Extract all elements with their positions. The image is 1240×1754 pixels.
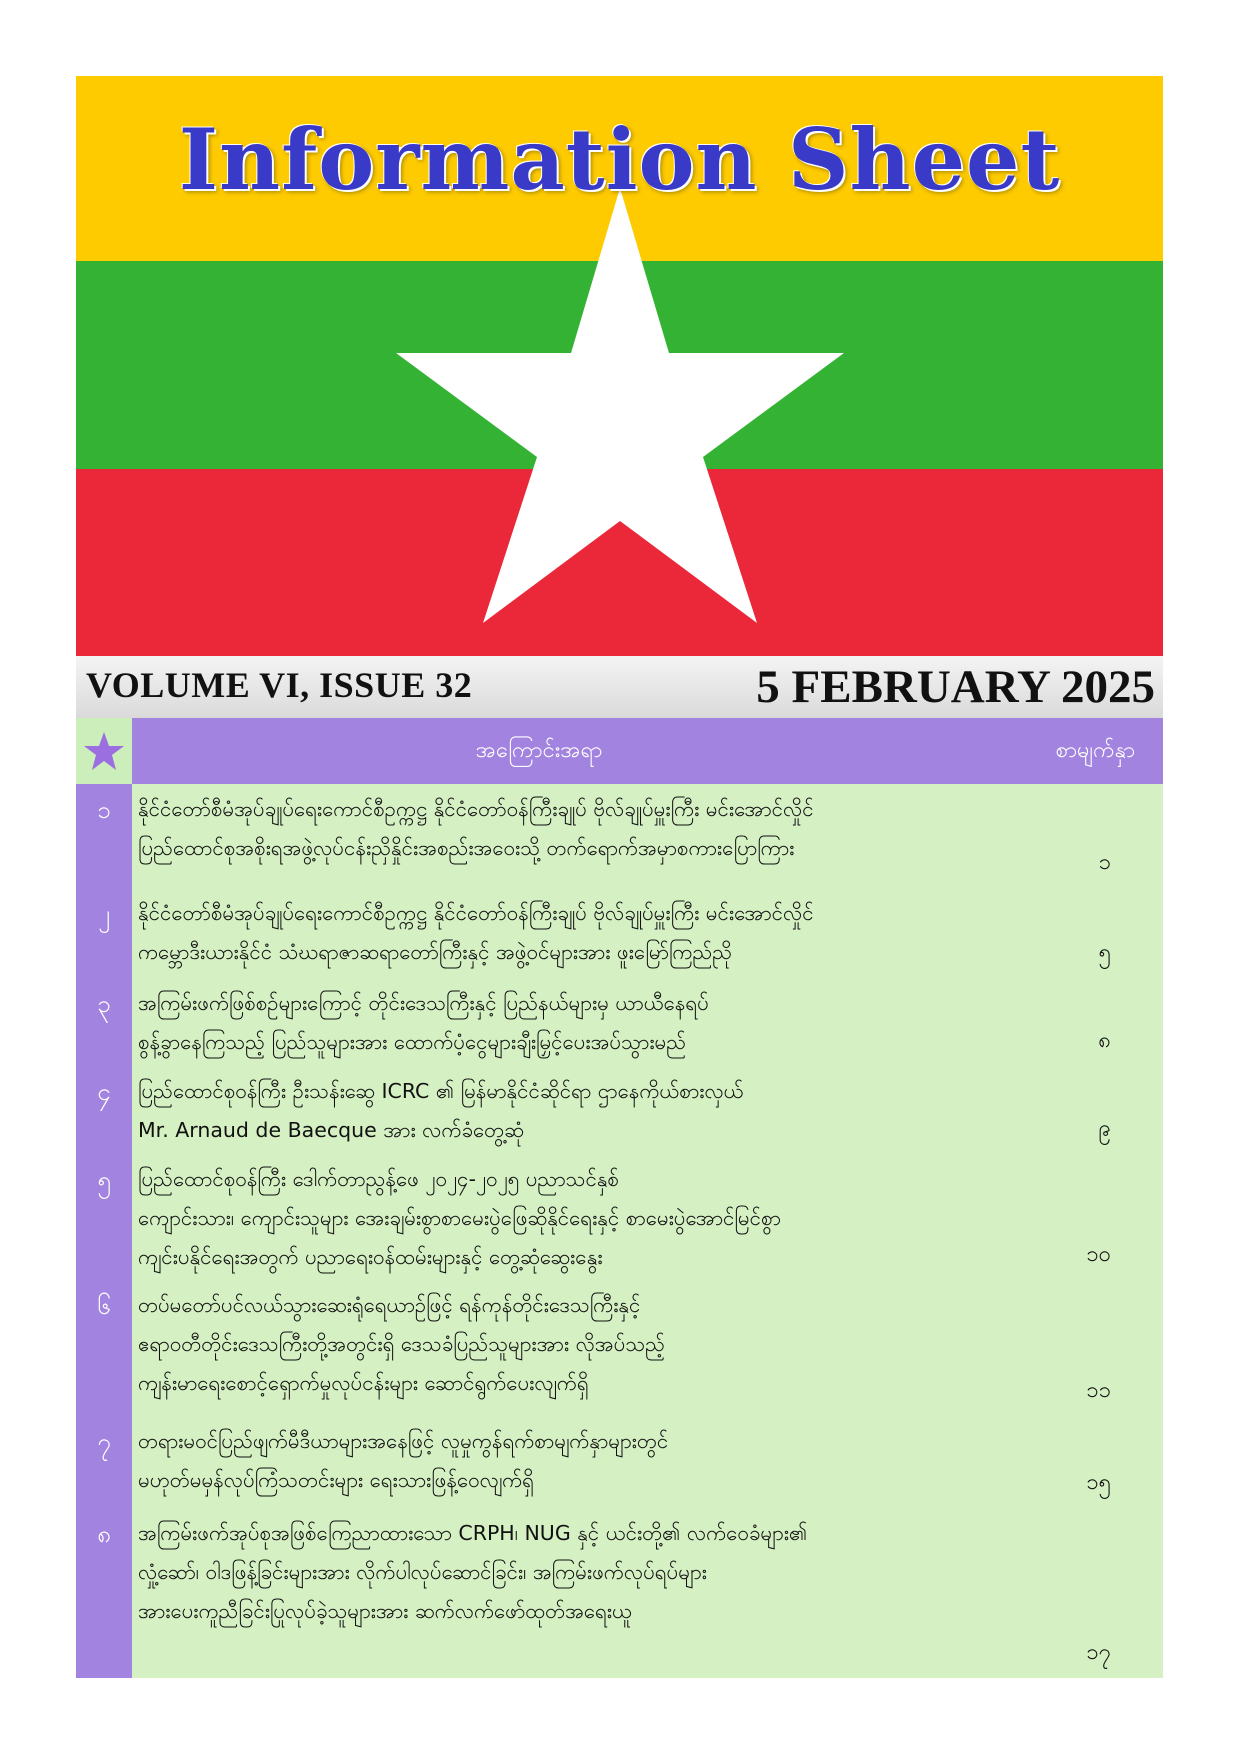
toc-row-title: ပြည်ထောင်စုဝန်ကြီး ဒေါက်တာညွန့်ဖေ ၂၀၂၄-၂၀၂၅ ပညာသင်နှစ် ကျောင်းသား၊ ကျောင်းသူများ အေးချမ်းစွာစာမေးပွဲဖြေဆိုနိုင်ရေးနှင့် စာမေးပွဲအောင်မြင်စွာ ကျင်းပနိုင်ရေးအတွက် ပညာရေးဝန်ထမ်းများနှင့် တွေ့ဆုံဆွေးနွေး [138, 1167, 781, 1269]
toc-row[interactable] [76, 888, 1163, 978]
issue-bar [76, 656, 1163, 718]
toc-row-title: တရားမဝင်ပြည်ဖျက်မီဒီယာများအနေဖြင့် လူမှုကွန်ရက်စာမျက်နှာများတွင် မဟုတ်မမှန်လုပ်ကြံသတင်းများ ရေးသားဖြန့်ဝေလျက်ရှိ [138, 1429, 669, 1492]
toc-row-page: ၁၇ [1086, 1640, 1111, 1665]
toc-row-page: ၈ [1098, 1028, 1111, 1053]
toc-row-page: ၁၅ [1086, 1470, 1111, 1495]
toc-row-number: ၄ [97, 1078, 111, 1106]
toc-row-number: ၃ [97, 990, 111, 1018]
toc-column-page: စာမျက်နှာ [1055, 737, 1135, 763]
cover-page [76, 76, 1163, 1678]
toc-row-number: ၆ [97, 1292, 111, 1320]
toc-row-page: ၉ [1098, 1116, 1111, 1141]
toc-row-title: အကြမ်းဖက်ဖြစ်စဉ်များကြောင့် တိုင်းဒေသကြီးနှင့် ပြည်နယ်များမှ ယာယီနေရပ် စွန့်ခွာနေကြသည့် ပြည်သူများအား ထောက်ပံ့ငွေများချီးမြှင့်ပေးအပ်သွားမည် [138, 991, 709, 1054]
toc-row[interactable] [76, 1508, 1163, 1678]
toc-row-number: ၁ [97, 796, 111, 824]
toc-row-page: ၁၀ [1086, 1242, 1111, 1267]
toc-row-title: အကြမ်းဖက်အုပ်စုအဖြစ်ကြေညာထားသော CRPH၊ NUG နှင့် ယင်းတို့၏ လက်ဝေခံများ၏ လှုံ့ဆော်၊ ဝါဒဖြန့်ခြင်းများအား လိုက်ပါလုပ်ဆောင်ခြင်း၊ အကြမ်းဖက်လုပ်ရပ်များ အားပေးကူညီခြင်းပြုလုပ်ခဲ့သူများအား ဆက်လက်ဖော်ထုတ်အရေးယူ [138, 1521, 808, 1623]
toc-row[interactable] [76, 784, 1163, 888]
toc-row-title: နိုင်ငံတော်စီမံအုပ်ချုပ်ရေးကောင်စီဥက္ကဋ္ဌ နိုင်ငံတော်ဝန်ကြီးချုပ် ဗိုလ်ချုပ်မှူးကြီး မင်းအောင်လှိုင် ပြည်ထောင်စုအစိုးရအဖွဲ့လုပ်ငန်းညှိနှိုင်းအစည်းအဝေးသို့ တက်ရောက်အမှာစကားပြောကြား [138, 797, 814, 860]
toc-row[interactable] [76, 1066, 1163, 1154]
toc-row-number: ၇ [97, 1428, 111, 1456]
toc-row[interactable] [76, 1416, 1163, 1508]
toc-row-title: ပြည်ထောင်စုဝန်ကြီး ဦးသန်းဆွေ ICRC ၏ မြန်မာနိုင်ငံဆိုင်ရာ ဌာနေကိုယ်စားလှယ် Mr. Arnaud de Baecque အား လက်ခံတွေ့ဆုံ [138, 1079, 744, 1142]
toc-row[interactable] [76, 978, 1163, 1066]
purple-star-icon [83, 730, 125, 772]
toc-body [76, 784, 1163, 1678]
toc-row-number: ၈ [97, 1520, 111, 1548]
myanmar-flag-banner [76, 76, 1163, 656]
toc-header [76, 718, 1163, 784]
toc-row-page: ၁၁ [1086, 1378, 1111, 1403]
toc-row-title: နိုင်ငံတော်စီမံအုပ်ချုပ်ရေးကောင်စီဥက္ကဋ္ဌ နိုင်ငံတော်ဝန်ကြီးချုပ် ဗိုလ်ချုပ်မှူးကြီး မင်းအောင်လှိုင် ကမ္ဘောဒီးယားနိုင်ငံ သံဃရာဇာဆရာတော်ကြီးနှင့် အဖွဲ့ဝင်များအား ဖူးမြော်ကြည်ညို [138, 901, 814, 964]
toc-column-title: အကြောင်းအရာ [475, 737, 603, 763]
toc-header-star-cell [76, 718, 132, 784]
toc-row-page: ၅ [1098, 940, 1111, 965]
toc-row-number: ၅ [97, 1166, 111, 1194]
toc-row-number: ၂ [98, 900, 110, 928]
volume-issue-label: VOLUME VI, ISSUE 32 [86, 665, 473, 705]
toc-row[interactable] [76, 1154, 1163, 1280]
issue-date: 5 FEBRUARY 2025 [756, 661, 1155, 713]
toc-row-title: တပ်မတော်ပင်လယ်သွားဆေးရုံရေယာဉ်ဖြင့် ရန်ကုန်တိုင်းဒေသကြီးနှင့် ဧရာဝတီတိုင်းဒေသကြီးတို့အတွင်းရှိ ဒေသခံပြည်သူများအား လိုအပ်သည့် ကျန်းမာရေးစောင့်ရှောက်မှုလုပ်ငန်းများ ဆောင်ရွက်ပေးလျက်ရှိ [138, 1293, 665, 1395]
publication-title: Information Sheet [178, 110, 1061, 209]
toc-row-page: ၁ [1098, 850, 1111, 875]
toc-row[interactable] [76, 1280, 1163, 1416]
